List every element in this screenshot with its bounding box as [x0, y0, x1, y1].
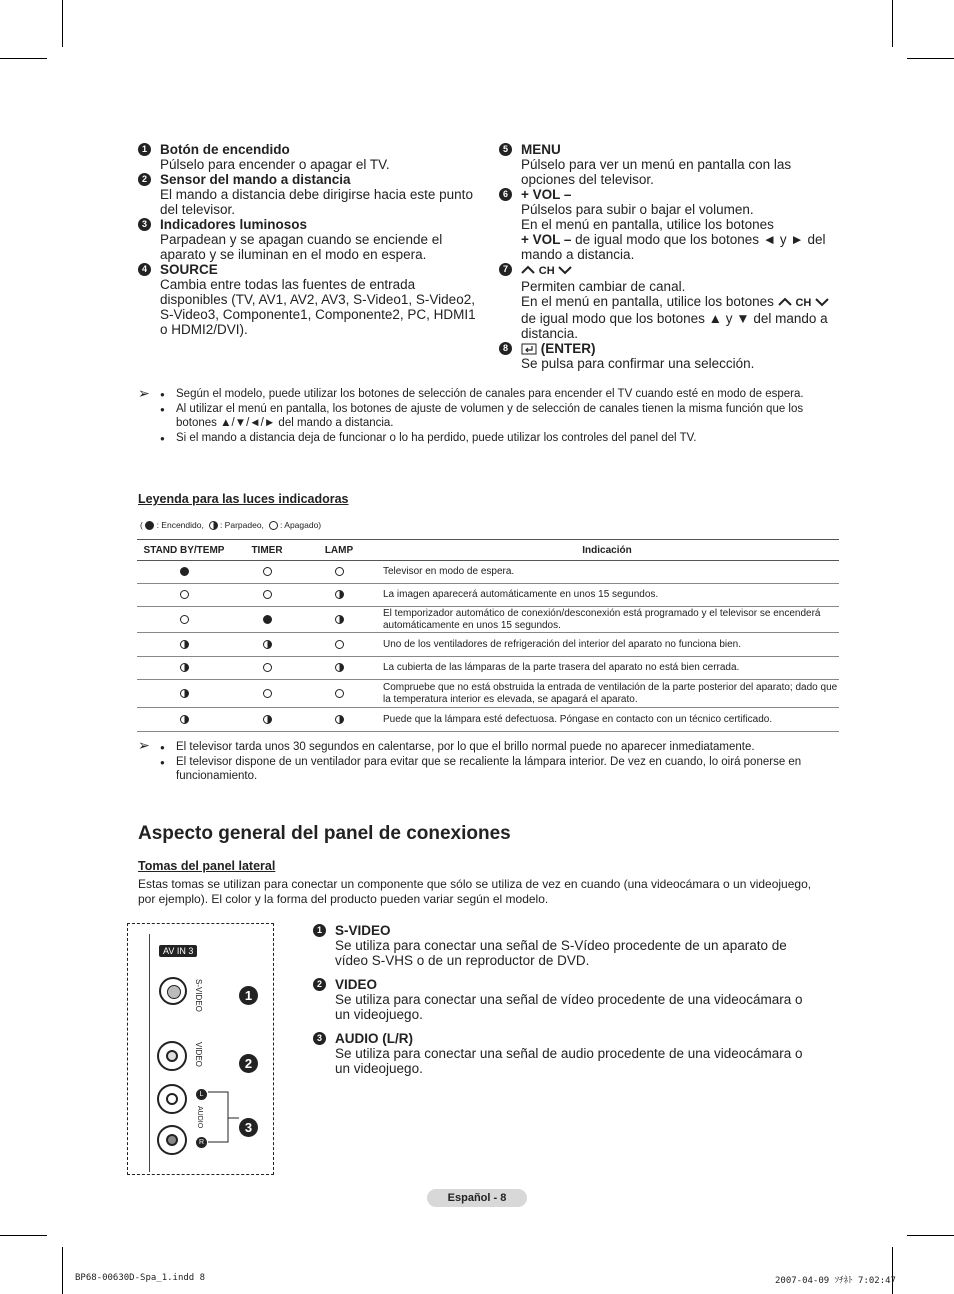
legend-off: : Apagado)	[280, 520, 322, 530]
lamp-cell	[303, 708, 375, 732]
legend-title: Leyenda para las luces indicadoras	[138, 492, 349, 506]
enter-label: (ENTER)	[540, 341, 596, 356]
indication-cell: Puede que la lámpara esté defectuosa. Póngase en contacto con un técnico certificado.	[375, 708, 839, 732]
video-jack-icon	[157, 1041, 187, 1071]
number-badge: 3	[138, 218, 151, 231]
lamp-blink-icon	[335, 590, 344, 599]
lamp-off-icon	[335, 689, 344, 698]
lamp-blink-icon	[180, 640, 189, 649]
conn-audio	[313, 1031, 813, 1076]
audio-l-jack-icon	[157, 1084, 187, 1114]
callout-1: 1	[239, 986, 258, 1005]
audio-r-label: R	[196, 1137, 207, 1148]
number-badge: 1	[138, 143, 151, 156]
standby-cell	[137, 584, 231, 607]
table-row	[137, 633, 839, 657]
av-in-badge: AV IN 3	[159, 945, 197, 957]
item-desc: En el menú en pantalla, utilice los botones	[521, 217, 774, 232]
item-desc: de igual modo que los botones ▲ y ▼ del mando a distancia.	[521, 311, 828, 341]
enter-icon	[521, 343, 537, 355]
item-menu	[499, 142, 844, 187]
number-badge: 2	[313, 978, 326, 991]
lamp-blink-icon	[263, 715, 272, 724]
lamp-cell	[303, 561, 375, 584]
item-title: AUDIO (L/R)	[335, 1031, 413, 1046]
crop-mark	[62, 1247, 63, 1294]
standby-cell	[137, 633, 231, 657]
standby-cell	[137, 561, 231, 584]
legend-blink: : Parpadeo,	[219, 520, 264, 530]
ch-label: CH	[538, 265, 555, 277]
connection-list	[313, 923, 813, 1076]
lamp-off-icon	[335, 640, 344, 649]
item-title: Botón de encendido	[160, 142, 290, 157]
item-title: S-VIDEO	[335, 923, 391, 938]
lamp-on-icon	[180, 567, 189, 576]
item-indicators	[138, 217, 483, 262]
conn-svideo	[313, 923, 813, 968]
audio-r-jack-icon	[157, 1125, 187, 1155]
indication-cell: La imagen aparecerá automáticamente en unos 15 segundos.	[375, 584, 839, 607]
timer-cell	[231, 607, 303, 633]
lamp-blink-icon	[335, 615, 344, 624]
number-badge: 8	[499, 342, 512, 355]
crop-mark	[62, 0, 63, 47]
table-row	[137, 607, 839, 633]
indication-cell: La cubierta de las lámparas de la parte trasera del aparato no está bien cerrada.	[375, 657, 839, 680]
item-volume	[499, 187, 844, 262]
notes-list	[158, 387, 828, 445]
item-remote-sensor	[138, 172, 483, 217]
lamp-off-icon	[263, 663, 272, 672]
item-desc: Se utiliza para conectar una señal de S-Vídeo procedente de un aparato de vídeo S-VHS o de un reproductor de DVD.	[335, 938, 787, 968]
item-enter	[499, 341, 844, 371]
lamp-cell	[303, 657, 375, 680]
item-channel	[499, 262, 844, 341]
timer-cell	[231, 657, 303, 680]
item-desc: Parpadean y se apagan cuando se enciende el aparato y se iluminan en el modo en espera.	[160, 232, 443, 262]
item-desc: Púlselo para ver un menú en pantalla con las opciones del televisor.	[521, 157, 792, 187]
col-header: STAND BY/TEMP	[137, 540, 231, 561]
bracket-icon	[203, 1090, 243, 1150]
item-desc: Púlselos para subir o bajar el volumen.	[521, 202, 754, 217]
item-desc: Púlselo para encender o apagar el TV.	[160, 157, 390, 172]
notes-list	[158, 740, 828, 784]
number-badge: 3	[313, 1032, 326, 1045]
standby-cell	[137, 708, 231, 732]
item-title: MENU	[521, 142, 561, 157]
audio-label: AUDIO	[196, 1106, 203, 1129]
item-desc: Permiten cambiar de canal.	[521, 279, 686, 294]
table-row	[137, 561, 839, 584]
col-header: Indicación	[375, 540, 839, 561]
crop-mark	[907, 58, 954, 59]
lamp-off-icon	[263, 590, 272, 599]
panel-edge	[149, 934, 150, 1172]
item-title: + VOL –	[521, 187, 572, 202]
number-badge: 2	[138, 173, 151, 186]
timer-cell	[231, 584, 303, 607]
item-title	[521, 262, 844, 279]
timer-cell	[231, 680, 303, 708]
item-title: Indicadores luminosos	[160, 217, 308, 232]
item-power	[138, 142, 483, 172]
crop-mark	[892, 0, 893, 47]
item-desc: Se utiliza para conectar una señal de vídeo procedente de una videocámara o un videojuego.	[335, 992, 803, 1022]
lamp-off-icon	[180, 590, 189, 599]
timer-cell	[231, 561, 303, 584]
item-desc: Se utiliza para conectar una señal de audio procedente de una videocámara o un videojuego.	[335, 1046, 803, 1076]
footer-file: BP68-00630D-Spa_1.indd 8	[75, 1273, 206, 1283]
lamp-cell	[303, 680, 375, 708]
table-row	[137, 680, 839, 708]
lamp-cell	[303, 633, 375, 657]
note-item: ● Si el mando a distancia deja de funcionar o lo ha perdido, puede utilizar los controles del panel del TV.	[158, 431, 828, 446]
note-item: ● El televisor tarda unos 30 segundos en calentarse, por lo que el brillo normal puede no aparecer inmediatamente.	[158, 740, 828, 755]
lamp-off-icon	[263, 567, 272, 576]
table-row	[137, 708, 839, 732]
crop-mark	[907, 1235, 954, 1236]
col-header: LAMP	[303, 540, 375, 561]
svideo-label: S-VIDEO	[194, 979, 203, 1012]
item-title: VIDEO	[335, 977, 378, 992]
note-arrow-icon: ➢	[138, 737, 150, 753]
right-column	[499, 142, 844, 371]
crop-mark	[892, 1247, 893, 1294]
number-badge: 4	[138, 263, 151, 276]
note-item: ● Al utilizar el menú en pantalla, los botones de ajuste de volumen y de selección de canales tienen la misma función que los botones ▲/▼/◄/► del mando a distancia.	[158, 402, 828, 431]
standby-cell	[137, 657, 231, 680]
side-panel-diagram	[127, 923, 274, 1175]
lamp-blink-icon	[335, 715, 344, 724]
lamp-blink-icon	[180, 663, 189, 672]
audio-l-label: L	[196, 1089, 207, 1100]
svideo-jack-icon	[159, 977, 187, 1005]
footer-timestamp: 2007-04-09 ｿﾁﾈﾄ 7:02:47	[775, 1276, 896, 1286]
lamp-off-icon	[263, 689, 272, 698]
item-desc	[521, 232, 844, 262]
standby-cell	[137, 607, 231, 633]
lamp-cell	[303, 607, 375, 633]
lamp-blink-icon	[180, 689, 189, 698]
conn-video	[313, 977, 813, 1022]
indicator-table	[137, 539, 839, 732]
lamp-off-icon	[335, 567, 344, 576]
item-source	[138, 262, 483, 337]
item-desc: Se pulsa para confirmar una selección.	[521, 356, 755, 371]
chevron-down-icon	[558, 265, 572, 275]
ch-label: CH	[795, 297, 812, 309]
section-title: Aspecto general del panel de conexiones	[138, 823, 511, 844]
subsection-title: Tomas del panel lateral	[138, 859, 276, 873]
crop-mark	[0, 58, 47, 59]
lamp-blink-icon	[209, 521, 218, 530]
chevron-up-icon	[778, 297, 792, 307]
timer-cell	[231, 633, 303, 657]
number-badge: 7	[499, 263, 512, 276]
item-desc: El mando a distancia debe dirigirse hacia este punto del televisor.	[160, 187, 473, 217]
lamp-blink-icon	[263, 640, 272, 649]
video-label: VIDEO	[194, 1042, 203, 1067]
legend-on: : Encendido,	[156, 520, 204, 530]
number-badge: 6	[499, 188, 512, 201]
item-desc: Cambia entre todas las fuentes de entrada disponibles (TV, AV1, AV2, AV3, S-Video1, S-Video2, S-Video3, Componente1, Componente2, PC, HDMI1 o HDMI2/DVI).	[160, 277, 476, 337]
lamp-blink-icon	[180, 715, 189, 724]
legend-key: ( : Encendido, : Parpadeo, : Apagado)	[140, 520, 322, 530]
left-column	[138, 142, 483, 337]
number-badge: 5	[499, 143, 512, 156]
item-title	[521, 341, 844, 356]
chevron-up-icon	[521, 265, 535, 275]
lamp-on-icon	[263, 615, 272, 624]
table-row	[137, 657, 839, 680]
lamp-blink-icon	[335, 663, 344, 672]
indication-cell: El temporizador automático de conexión/desconexión está programado y el televisor se encenderá automáticamente en unos 15 segundos.	[375, 607, 839, 633]
callout-3: 3	[239, 1118, 258, 1137]
note-item: ● Según el modelo, puede utilizar los botones de selección de canales para encender el TV cuando esté en modo de espera.	[158, 387, 828, 402]
note-item: ● El televisor dispone de un ventilador para evitar que se recaliente la lámpara interior. De vez en cuando, lo oirá ponerse en funcionamiento.	[158, 755, 828, 784]
indication-cell: Compruebe que no está obstruida la entrada de ventilación de la parte posterior del aparato; dado que la temperatura interior es elevada, se apagará el aparato.	[375, 680, 839, 708]
number-badge: 1	[313, 924, 326, 937]
item-title: Sensor del mando a distancia	[160, 172, 351, 187]
lamp-off-icon	[269, 521, 278, 530]
indication-cell: Televisor en modo de espera.	[375, 561, 839, 584]
timer-cell	[231, 708, 303, 732]
indication-cell: Uno de los ventiladores de refrigeración del interior del aparato no funciona bien.	[375, 633, 839, 657]
callout-2: 2	[239, 1054, 258, 1073]
vol-label: + VOL –	[521, 232, 572, 247]
note-arrow-icon: ➢	[138, 385, 150, 401]
standby-cell	[137, 680, 231, 708]
page-label: Español - 8	[427, 1189, 527, 1207]
subsection-desc: Estas tomas se utilizan para conectar un componente que sólo se utiliza de vez en cuando (una videocámara o un videojuego, por ejemplo). El color y la forma del producto pueden variar según el modelo.	[138, 877, 812, 906]
item-desc-tail: de igual modo que los botones ◄ y ► del mando a distancia.	[521, 232, 826, 262]
col-header: TIMER	[231, 540, 303, 561]
item-desc-text: En el menú en pantalla, utilice los botones	[521, 294, 774, 309]
table-row	[137, 584, 839, 607]
lamp-off-icon	[180, 615, 189, 624]
lamp-cell	[303, 584, 375, 607]
item-desc	[521, 294, 844, 311]
item-title: SOURCE	[160, 262, 218, 277]
crop-mark	[0, 1235, 47, 1236]
chevron-down-icon	[815, 297, 829, 307]
lamp-on-icon	[145, 521, 154, 530]
